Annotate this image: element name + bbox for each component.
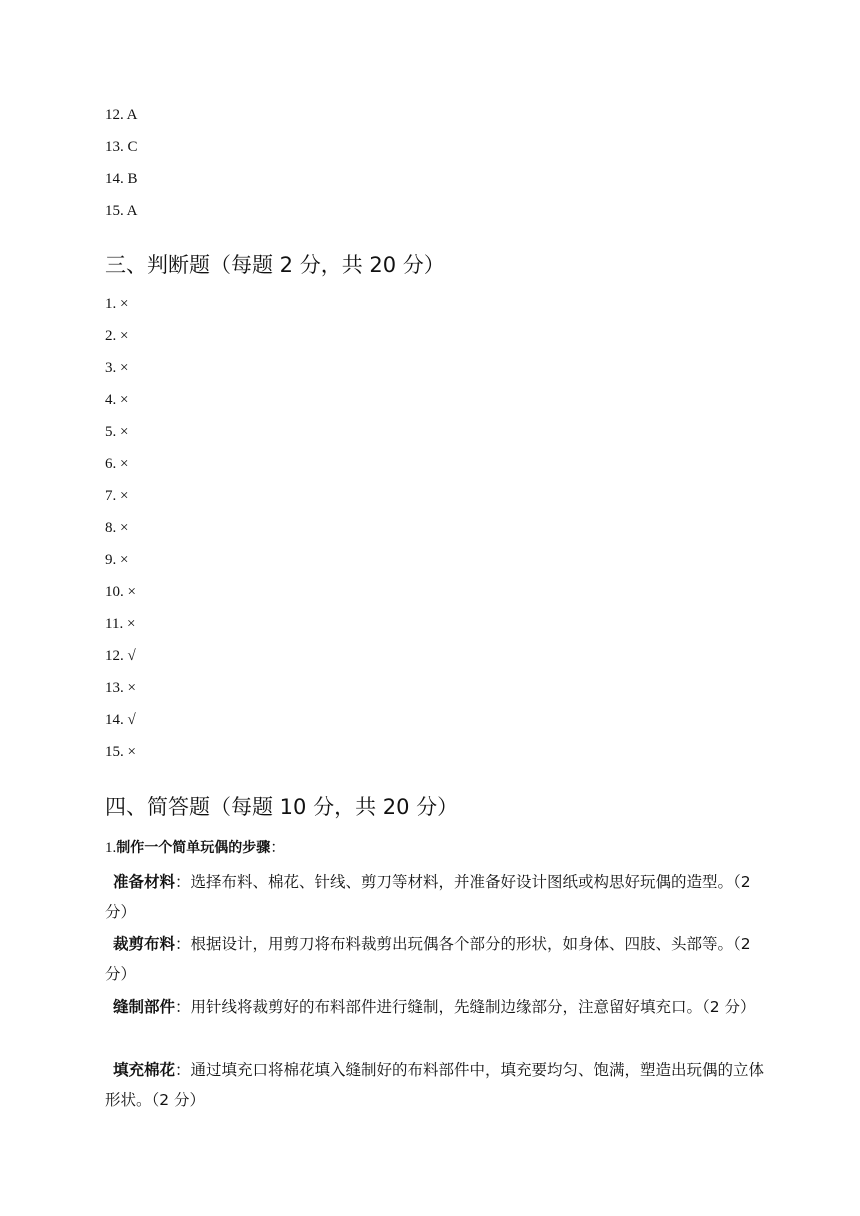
step-text: ：通过填充口将棉花填入缝制好的布料部件中，填充要均匀、饱满，塑造出玩偶的立体形状。（2 分）: [105, 1061, 765, 1109]
mc-answer-14: 14. B: [105, 171, 138, 187]
tf-answer-15: 15. ×: [105, 744, 136, 760]
tf-answer-4: 4. ×: [105, 392, 129, 408]
tf-answer-6: 6. ×: [105, 456, 129, 472]
step-fill-cotton: [105, 1055, 765, 1115]
step-text: ：用针线将裁剪好的布料部件进行缝制，先缝制边缘部分，注意留好填充口。（2 分）: [175, 998, 756, 1016]
tf-answer-10: 10. ×: [105, 584, 136, 600]
tf-answer-8: 8. ×: [105, 520, 129, 536]
step-text: ：选择布料、棉花、针线、剪刀等材料，并准备好设计图纸或构思好玩偶的造型。（2 分）: [105, 873, 751, 921]
step-text: ：根据设计，用剪刀将布料裁剪出玩偶各个部分的形状，如身体、四肢、头部等。（2 分）: [105, 935, 751, 983]
question-1-colon: ：: [270, 840, 286, 856]
tf-answer-7: 7. ×: [105, 488, 129, 504]
tf-answer-1: 1. ×: [105, 296, 129, 312]
section4-heading: 四、简答题（每题 10 分，共 20 分）: [105, 795, 459, 819]
tf-answer-9: 9. ×: [105, 552, 129, 568]
mc-answer-13: 13. C: [105, 139, 138, 155]
tf-answer-3: 3. ×: [105, 360, 129, 376]
step-term: 裁剪布料: [113, 935, 176, 953]
question-1-title: [105, 838, 285, 858]
tf-answer-11: 11. ×: [105, 616, 136, 632]
step-sew-parts: [105, 992, 765, 1022]
tf-answer-5: 5. ×: [105, 424, 129, 440]
tf-answer-14: 14. √: [105, 712, 136, 728]
tf-answer-13: 13. ×: [105, 680, 136, 696]
step-term: 准备材料: [113, 873, 176, 891]
step-term: 填充棉花: [113, 1061, 176, 1079]
mc-answer-15: 15. A: [105, 203, 138, 219]
tf-answer-2: 2. ×: [105, 328, 129, 344]
step-cut-fabric: [105, 929, 765, 989]
question-1-text: 制作一个简单玩偶的步骤: [116, 840, 271, 856]
mc-answer-12: 12. A: [105, 107, 138, 123]
section3-heading: 三、判断题（每题 2 分，共 20 分）: [105, 253, 445, 277]
tf-answer-12: 12. √: [105, 648, 136, 664]
step-prepare-materials: [105, 867, 765, 927]
step-term: 缝制部件: [113, 998, 176, 1016]
question-1-number: 1.: [105, 840, 117, 856]
